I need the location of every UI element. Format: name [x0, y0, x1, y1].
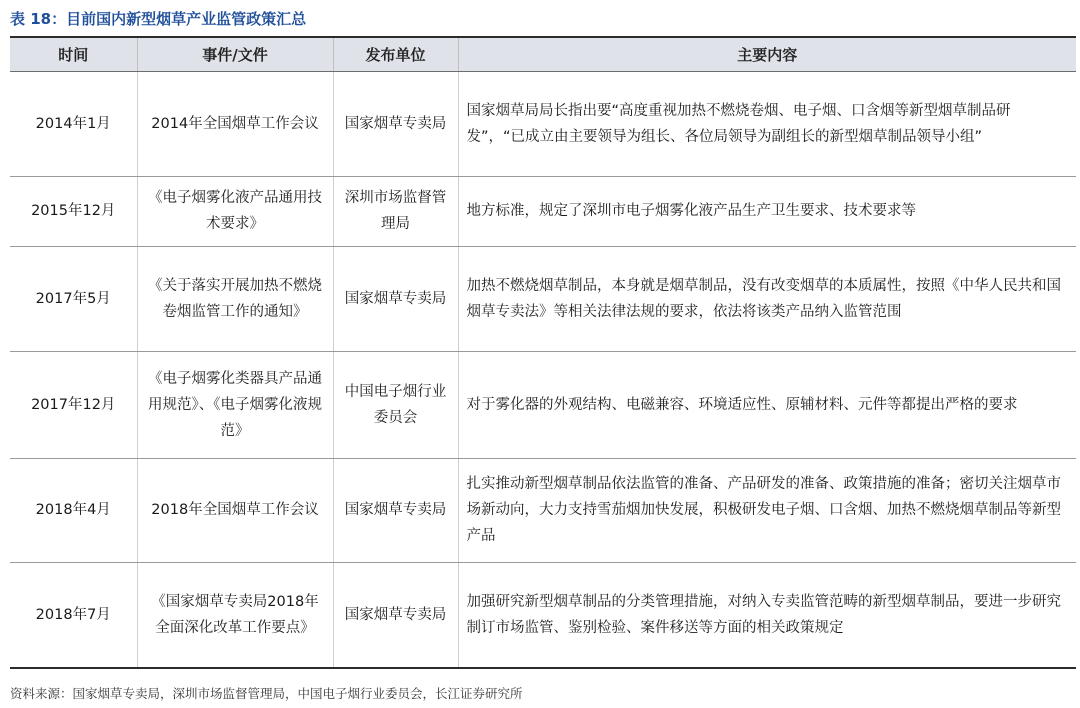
cell-event: 《电子烟雾化液产品通用技术要求》 [137, 176, 333, 246]
policy-table [10, 36, 1076, 669]
table-caption: 表 18：目前国内新型烟草产业监管政策汇总 [10, 10, 307, 28]
cell-content: 地方标准，规定了深圳市电子烟雾化液产品生产卫生要求、技术要求等 [458, 176, 1076, 246]
cell-event: 2014年全国烟草工作会议 [137, 71, 333, 176]
cell-content: 加强研究新型烟草制品的分类管理措施，对纳入专卖监管范畴的新型烟草制品，要进一步研究制订市场监管、鉴别检验、案件移送等方面的相关政策规定 [458, 562, 1076, 668]
table-row [10, 458, 1076, 562]
table-header-row [10, 37, 1076, 71]
cell-issuer: 国家烟草专卖局 [333, 458, 458, 562]
table-row [10, 71, 1076, 176]
cell-issuer: 国家烟草专卖局 [333, 71, 458, 176]
cell-content: 国家烟草局局长指出要“高度重视加热不燃烧卷烟、电子烟、口含烟等新型烟草制品研发”，“已成立由主要领导为组长、各位局领导为副组长的新型烟草制品领导小组” [458, 71, 1076, 176]
cell-event: 《关于落实开展加热不燃烧卷烟监管工作的通知》 [137, 246, 333, 351]
cell-issuer: 国家烟草专卖局 [333, 246, 458, 351]
cell-event: 2018年全国烟草工作会议 [137, 458, 333, 562]
cell-time: 2017年5月 [10, 246, 137, 351]
cell-content: 加热不燃烧烟草制品，本身就是烟草制品，没有改变烟草的本质属性，按照《中华人民共和国烟草专卖法》等相关法律法规的要求，依法将该类产品纳入监管范围 [458, 246, 1076, 351]
header-event: 事件/文件 [137, 37, 333, 71]
table-row [10, 562, 1076, 668]
cell-time: 2015年12月 [10, 176, 137, 246]
cell-content: 扎实推动新型烟草制品依法监管的准备、产品研发的准备、政策措施的准备；密切关注烟草市场新动向，大力支持雪茄烟加快发展，积极研发电子烟、口含烟、加热不燃烧烟草制品等新型产品 [458, 458, 1076, 562]
table-row [10, 351, 1076, 458]
cell-event: 《电子烟雾化类器具产品通用规范》、《电子烟雾化液规范》 [137, 351, 333, 458]
header-issuer: 发布单位 [333, 37, 458, 71]
table-row [10, 176, 1076, 246]
cell-content: 对于雾化器的外观结构、电磁兼容、环境适应性、原辅材料、元件等都提出严格的要求 [458, 351, 1076, 458]
cell-time: 2018年7月 [10, 562, 137, 668]
header-time: 时间 [10, 37, 137, 71]
cell-time: 2018年4月 [10, 458, 137, 562]
cell-time: 2014年1月 [10, 71, 137, 176]
source-note: 资料来源：国家烟草专卖局，深圳市场监督管理局，中国电子烟行业委员会，长江证券研究所 [10, 686, 523, 701]
cell-time: 2017年12月 [10, 351, 137, 458]
header-content: 主要内容 [458, 37, 1076, 71]
table-row [10, 246, 1076, 351]
cell-issuer: 国家烟草专卖局 [333, 562, 458, 668]
cell-issuer: 中国电子烟行业委员会 [333, 351, 458, 458]
cell-issuer: 深圳市场监督管理局 [333, 176, 458, 246]
cell-event: 《国家烟草专卖局2018年全面深化改革工作要点》 [137, 562, 333, 668]
